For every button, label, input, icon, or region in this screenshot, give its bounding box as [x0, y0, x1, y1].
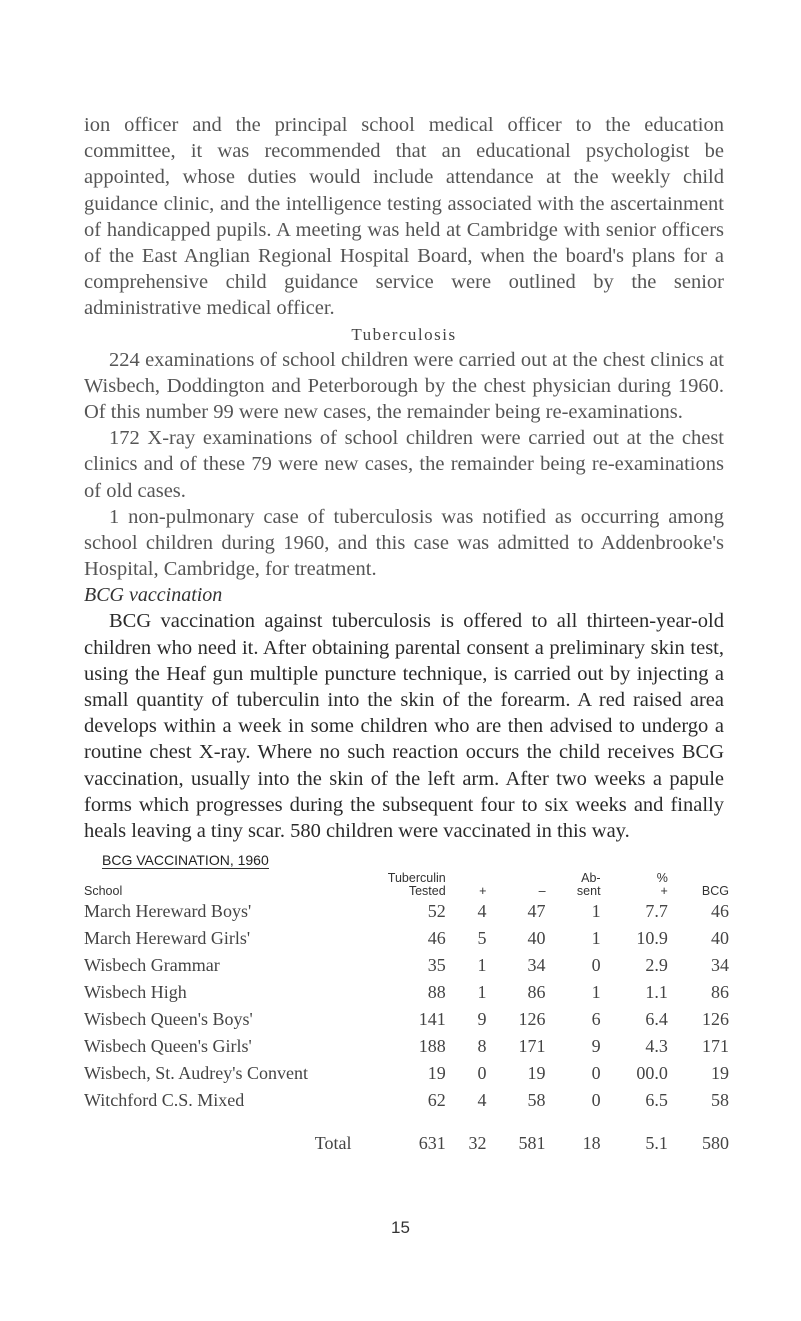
- cell-school: Wisbech, St. Audrey's Convent: [84, 1063, 308, 1084]
- cell-bcg: 34: [711, 955, 729, 976]
- cell-absent: 1: [591, 901, 601, 922]
- table-total-row: [84, 1114, 729, 1157]
- total-tested: 631: [418, 1133, 446, 1154]
- cell-minus: 86: [527, 982, 546, 1003]
- cell-absent: 0: [591, 955, 601, 976]
- cell-bcg: 126: [702, 1009, 729, 1030]
- cell-tested: 88: [427, 982, 446, 1003]
- cell-absent: 0: [591, 1090, 601, 1111]
- cell-minus: 58: [527, 1090, 546, 1111]
- header-tested: Tuberculin Tested: [387, 871, 446, 899]
- cell-pct: 4.3: [645, 1036, 668, 1057]
- total-pct: 5.1: [645, 1133, 668, 1154]
- page-body: [84, 112, 729, 1157]
- cell-plus: 4: [477, 901, 487, 922]
- header-plus: +: [479, 884, 487, 899]
- cell-tested: 62: [427, 1090, 446, 1111]
- cell-pct: 2.9: [645, 955, 668, 976]
- cell-school: Wisbech Grammar: [84, 955, 220, 976]
- cell-plus: 1: [477, 982, 487, 1003]
- cell-minus: 40: [527, 928, 546, 949]
- cell-tested: 35: [427, 955, 446, 976]
- cell-plus: 5: [477, 928, 487, 949]
- cell-bcg: 58: [711, 1090, 729, 1111]
- total-minus: 581: [518, 1133, 546, 1154]
- cell-pct: 00.0: [636, 1063, 668, 1084]
- cell-absent: 9: [591, 1036, 601, 1057]
- table-row: [84, 1060, 729, 1087]
- cell-pct: 10.9: [636, 928, 668, 949]
- cell-school: Wisbech Queen's Boys': [84, 1009, 253, 1030]
- total-label: Total: [314, 1133, 352, 1154]
- cell-pct: 1.1: [645, 982, 668, 1003]
- cell-absent: 0: [591, 1063, 601, 1084]
- header-percent: % +: [656, 871, 668, 899]
- cell-tested: 46: [427, 928, 446, 949]
- cell-tested: 52: [427, 901, 446, 922]
- table-row: [84, 1033, 729, 1060]
- tuberculosis-heading: Tuberculosis: [351, 324, 457, 344]
- table-row: [84, 952, 729, 979]
- cell-absent: 1: [591, 928, 601, 949]
- cell-plus: 9: [477, 1009, 487, 1030]
- cell-school: Witchford C.S. Mixed: [84, 1090, 245, 1111]
- cell-tested: 141: [418, 1009, 446, 1030]
- bcg-paragraph: BCG vaccination against tuberculosis is offered to all thirteen-year-old children who need it. After obtaining parental consent a preliminary skin test, using the Heaf gun multiple puncture technique, is carried out by injecting a small quantity of tuberculin into the skin of the forearm. A red raised area develops within a week in some children who are then advised to undergo a routine chest X-ray. Where no such reaction occurs the child receives BCG vaccination, usually into the skin of the left arm. After two weeks a papule forms which progresses during the subsequent four to six weeks and finally heals leaving a tiny scar. 580 children were vaccinated in this way.: [84, 610, 724, 843]
- total-plus: 32: [468, 1133, 487, 1154]
- table-row: [84, 925, 729, 952]
- table-row: [84, 979, 729, 1006]
- table-title-text: BCG VACCINATION, 1960: [102, 852, 269, 869]
- cell-minus: 47: [527, 901, 546, 922]
- cell-school: March Hereward Girls': [84, 928, 251, 949]
- total-absent: 18: [582, 1133, 601, 1154]
- tb-paragraph-1: 224 examinations of school children were carried out at the chest clinics at Wisbech, Doddington and Peterborough by the chest physician during 1960. Of this number 99 were new cases, the remainder being re-examinations.: [84, 348, 724, 424]
- cell-pct: 7.7: [645, 901, 668, 922]
- cell-minus: 126: [518, 1009, 546, 1030]
- cell-pct: 6.5: [645, 1090, 668, 1111]
- cell-bcg: 171: [702, 1036, 729, 1057]
- cell-bcg: 40: [711, 928, 729, 949]
- cell-absent: 6: [591, 1009, 601, 1030]
- cell-plus: 0: [477, 1063, 487, 1084]
- table-header-row: [84, 872, 729, 898]
- bcg-subheading: BCG vaccination: [84, 584, 223, 607]
- table-row: [84, 898, 729, 925]
- bcg-table: [84, 872, 729, 1157]
- cell-school: March Hereward Boys': [84, 901, 252, 922]
- cell-plus: 4: [477, 1090, 487, 1111]
- cell-tested: 188: [418, 1036, 446, 1057]
- total-bcg: 580: [702, 1133, 729, 1154]
- page-number: 15: [391, 1218, 410, 1237]
- cell-plus: 8: [477, 1036, 487, 1057]
- table-row: [84, 1087, 729, 1114]
- header-minus: –: [538, 884, 546, 899]
- header-school: School: [84, 884, 123, 899]
- cell-pct: 6.4: [645, 1009, 668, 1030]
- cell-bcg: 46: [711, 901, 729, 922]
- cell-bcg: 86: [711, 982, 729, 1003]
- cell-minus: 34: [527, 955, 546, 976]
- cell-plus: 1: [477, 955, 487, 976]
- cell-school: Wisbech High: [84, 982, 187, 1003]
- tb-paragraph-2: 172 X-ray examinations of school children were carried out at the chest clinics and of these 79 were new cases, the remainder being re-examinations of old cases.: [84, 427, 724, 502]
- tb-paragraph-3: 1 non-pulmonary case of tuberculosis was notified as occurring among school children during 1960, and this case was admitted to Addenbrooke's Hospital, Cambridge, for treatment.: [84, 505, 724, 581]
- cell-minus: 171: [518, 1036, 546, 1057]
- cell-tested: 19: [427, 1063, 446, 1084]
- intro-paragraph: ion officer and the principal school medical officer to the education committee, it was recommended that an educational psychologist be appointed, whose duties would include attendance at the weekly child guidance clinic, and the intelligence testing associated with the ascertainment of handicapped pupils. A meeting was held at Cambridge with senior officers of the East Anglian Regional Hospital Board, when the board's plans for a comprehensive child guidance service were outlined by the senior administrative medical officer.: [84, 114, 724, 320]
- cell-bcg: 19: [711, 1063, 729, 1084]
- header-absent: Ab- sent: [576, 871, 601, 899]
- header-bcg: BCG: [701, 884, 729, 899]
- cell-minus: 19: [527, 1063, 546, 1084]
- table-title: [102, 852, 724, 868]
- cell-school: Wisbech Queen's Girls': [84, 1036, 252, 1057]
- table-row: [84, 1006, 729, 1033]
- cell-absent: 1: [591, 982, 601, 1003]
